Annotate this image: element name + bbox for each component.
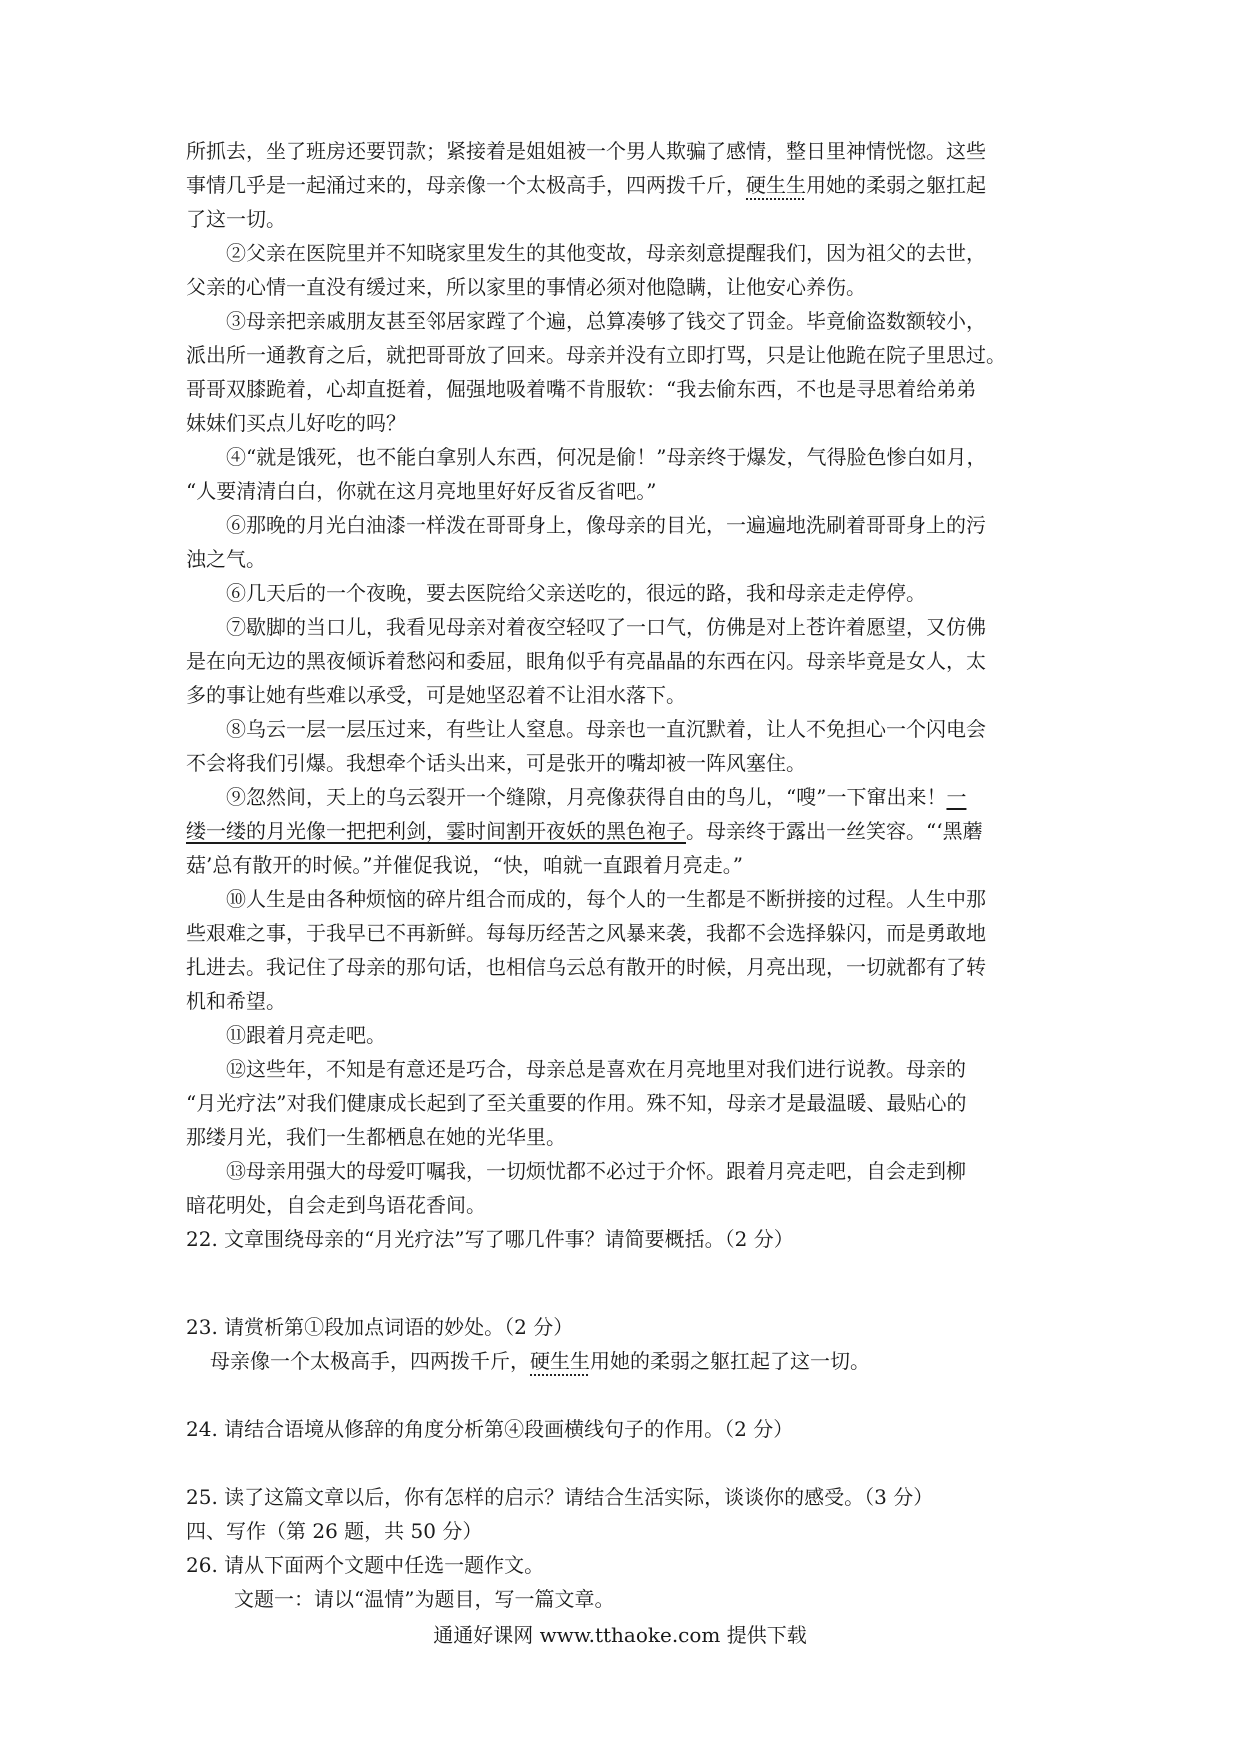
- passage-line: [186, 814, 983, 848]
- passage-line: 妹妹们买点儿好吃的吗？: [186, 411, 406, 435]
- underlined-sentence: 一: [946, 785, 967, 809]
- passage-line: “月光疗法”对我们健康成长起到了至关重要的作用。殊不知，母亲才是最温暖、最贴心的: [186, 1091, 967, 1115]
- passage-line: ⑫这些年，不知是有意还是巧合，母亲总是喜欢在月亮地里对我们进行说教。母亲的: [226, 1057, 966, 1081]
- passage-line: 了这一切。: [186, 207, 286, 231]
- passage-line: 是在向无边的黑夜倾诉着愁闷和委屈，眼角似乎有亮晶晶的东西在闪。母亲毕竟是女人，太: [186, 649, 986, 673]
- passage-line: ⑩人生是由各种烦恼的碎片组合而成的，每个人的一生都是不断拼接的过程。人生中那: [226, 887, 986, 911]
- passage-text: ⑨忽然间，天上的乌云裂开一个缝隙，月亮像获得自由的鸟儿，“嗖”一下窜出来！: [226, 785, 947, 809]
- quote-text: 母亲像一个太极高手，四两拨千斤，: [210, 1349, 530, 1373]
- passage-line: ②父亲在医院里并不知晓家里发生的其他变故，母亲刻意提醒我们，因为祖父的去世，: [226, 241, 986, 265]
- passage-line: 菇’总有散开的时候。”并催促我说，“快，咱就一直跟着月亮走。”: [186, 853, 744, 877]
- passage-line: 多的事让她有些难以承受，可是她坚忍着不让泪水落下。: [186, 683, 686, 707]
- question-23: 23. 请赏析第①段加点词语的妙处。（2 分）: [186, 1315, 574, 1339]
- question-24: 24. 请结合语境从修辞的角度分析第④段画横线句子的作用。（2 分）: [186, 1417, 794, 1441]
- question-25: 25. 读了这篇文章以后，你有怎样的启示？请结合生活实际，谈谈你的感受。（3 分）: [186, 1485, 934, 1509]
- essay-topic-1: 文题一：请以“温情”为题目，写一篇文章。: [234, 1587, 615, 1611]
- passage-line: 扎进去。我记住了母亲的那句话，也相信乌云总有散开的时候，月亮出现，一切就都有了转: [186, 955, 986, 979]
- passage-line: 那缕月光，我们一生都栖息在她的光华里。: [186, 1125, 566, 1149]
- passage-line: 哥哥双膝跪着，心却直挺着，倔强地吸着嘴不肯服软：“我去偷东西，不也是寻思着给弟弟: [186, 377, 977, 401]
- passage-text: 事情几乎是一起涌过来的，母亲像一个太极高手，四两拨千斤，: [186, 173, 746, 197]
- passage-line: ⑧乌云一层一层压过来，有些让人窒息。母亲也一直沉默着，让人不免担心一个闪电会: [226, 717, 986, 741]
- passage-line: ⑥几天后的一个夜晚，要去医院给父亲送吃的，很远的路，我和母亲走走停停。: [226, 581, 926, 605]
- question-23-quote: [210, 1344, 870, 1378]
- quote-text: 用她的柔弱之躯扛起了这一切。: [590, 1349, 870, 1373]
- passage-line: 机和希望。: [186, 989, 286, 1013]
- passage-line: ⑪跟着月亮走吧。: [226, 1023, 386, 1047]
- emphasized-word: 硬生生: [746, 173, 806, 197]
- passage-line: ⑥那晚的月光白油漆一样泼在哥哥身上，像母亲的目光，一遍遍地洗刷着哥哥身上的污: [226, 513, 986, 537]
- page-footer: 通通好课网 www.tthaoke.com 提供下载: [433, 1623, 807, 1647]
- passage-line: [226, 780, 966, 814]
- passage-line: 不会将我们引爆。我想牵个话头出来，可是张开的嘴却被一阵风塞住。: [186, 751, 806, 775]
- passage-line: 父亲的心情一直没有缓过来，所以家里的事情必须对他隐瞒，让他安心养伤。: [186, 275, 866, 299]
- passage-line: ③母亲把亲戚朋友甚至邻居家蹚了个遍，总算凑够了钱交了罚金。毕竟偷盗数额较小，: [226, 309, 986, 333]
- passage-line: “人要清清白白，你就在这月亮地里好好反省反省吧。”: [186, 479, 657, 503]
- emphasized-word: 硬生生: [530, 1349, 590, 1373]
- passage-text: 。母亲终于露出一丝笑容。“‘黑蘑: [686, 819, 983, 843]
- passage-line: ④“就是饿死，也不能白拿别人东西，何况是偷！”母亲终于爆发，气得脸色惨白如月，: [226, 445, 987, 469]
- underlined-sentence: 缕一缕的月光像一把把利剑，霎时间割开夜妖的黑色袍子: [186, 819, 686, 843]
- passage-line: 些艰难之事，于我早已不再新鲜。每每历经苦之风暴来袭，我都不会选择躲闪，而是勇敢地: [186, 921, 986, 945]
- section-heading-writing: 四、写作（第 26 题，共 50 分）: [186, 1519, 483, 1543]
- passage-line: 浊之气。: [186, 547, 266, 571]
- passage-line: 所抓去，坐了班房还要罚款；紧接着是姐姐被一个男人欺骗了感情，整日里神情恍惚。这些: [186, 139, 986, 163]
- passage-line: ⑬母亲用强大的母爱叮嘱我，一切烦忧都不必过于介怀。跟着月亮走吧，自会走到柳: [226, 1159, 966, 1183]
- question-22: 22. 文章围绕母亲的“月光疗法”写了哪几件事？请简要概括。（2 分）: [186, 1227, 794, 1251]
- question-26: 26. 请从下面两个文题中任选一题作文。: [186, 1553, 545, 1577]
- passage-text: 用她的柔弱之躯扛起: [806, 173, 986, 197]
- passage-line: 派出所一通教育之后，就把哥哥放了回来。母亲并没有立即打骂，只是让他跪在院子里思过。: [186, 343, 1006, 367]
- passage-line: [186, 168, 986, 202]
- passage-line: ⑦歇脚的当口儿，我看见母亲对着夜空轻叹了一口气，仿佛是对上苍许着愿望，又仿佛: [226, 615, 986, 639]
- passage-line: 暗花明处，自会走到鸟语花香间。: [186, 1193, 486, 1217]
